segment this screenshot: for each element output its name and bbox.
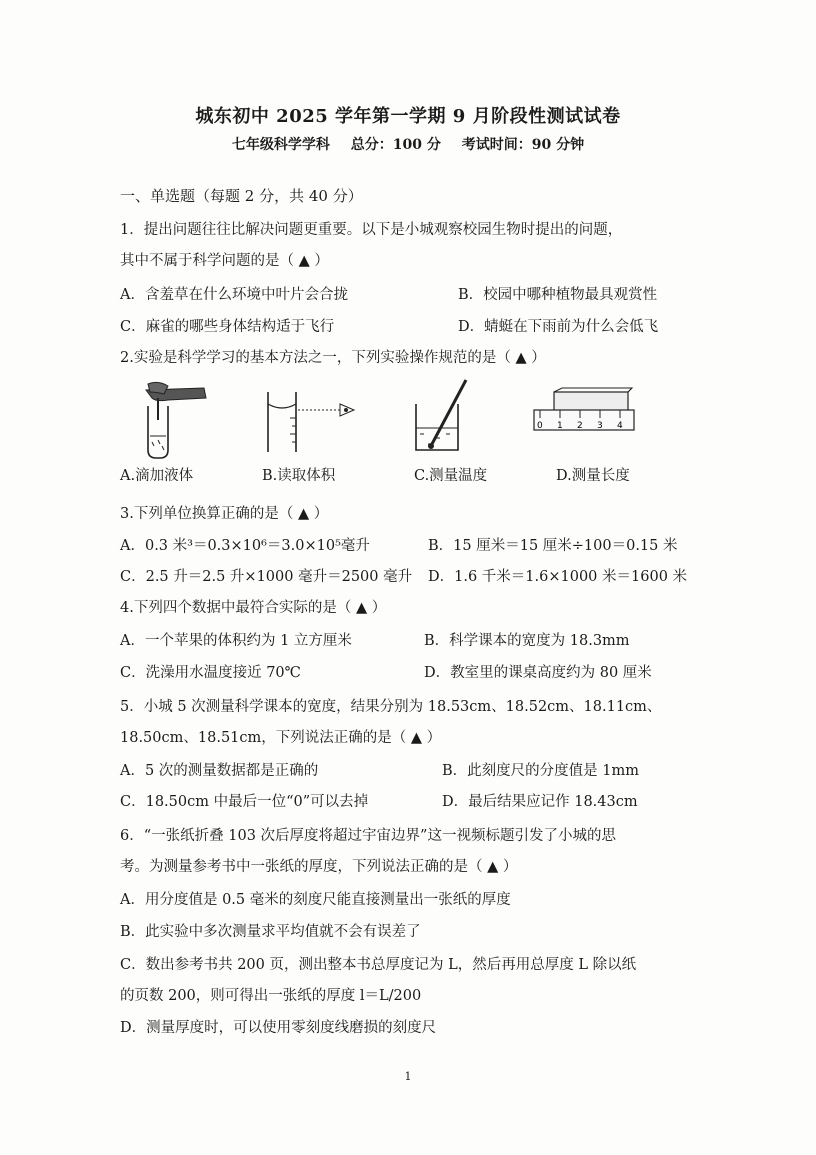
q1-option-d: D．蜻蜓在下雨前为什么会低飞 — [458, 319, 659, 335]
ruler-tick-0: 0 — [537, 421, 543, 431]
q3-option-d: D．1.6 千米＝1.6×1000 米＝1600 米 — [428, 569, 688, 585]
q5-option-b: B．此刻度尺的分度值是 1mm — [442, 763, 639, 779]
page-number: 1 — [404, 1070, 412, 1083]
q2-option-c: C.测量温度 — [414, 468, 488, 484]
exam-subtitle — [0, 134, 816, 154]
thermometer-beaker-figure — [410, 376, 476, 454]
ruler-tick-2: 2 — [577, 421, 583, 431]
ruler-tick-4: 4 — [617, 421, 623, 431]
ruler-tick-3: 3 — [597, 421, 603, 431]
q5-option-a: A．5 次的测量数据都是正确的 — [120, 763, 319, 779]
q5-option-d: D．最后结果应记作 18.43cm — [442, 794, 638, 810]
q4-option-b: B．科学课本的宽度为 18.3mm — [424, 633, 630, 649]
grade-subject: 七年级科学学科 — [231, 137, 330, 153]
q1-stem-line1: 1．提出问题往往比解决问题更重要。以下是小城观察校园生物时提出的问题， — [120, 222, 623, 238]
q2-option-a: A.滴加液体 — [120, 468, 194, 484]
q1-option-a: A．含羞草在什么环境中叶片会合拢 — [120, 287, 348, 303]
q2-option-b: B.读取体积 — [262, 468, 336, 484]
q6-option-c-line2: 的页数 200，则可得出一张纸的厚度 l＝L/200 — [120, 988, 422, 1004]
q1-stem-line2: 其中不属于科学问题的是（ ▲ ） — [120, 253, 329, 269]
q6-option-d: D．测量厚度时，可以使用零刻度线磨损的刻度尺 — [120, 1020, 437, 1036]
q2-stem: 2.实验是科学学习的基本方法之一，下列实验操作规范的是（ ▲ ） — [120, 350, 546, 366]
ruler-block-figure — [532, 386, 636, 436]
q1-option-c: C．麻雀的哪些身体结构适于飞行 — [120, 319, 335, 335]
q6-stem-line1: 6．“一张纸折叠 103 次后厚度将超过宇宙边界”这一视频标题引发了小城的思 — [120, 828, 616, 844]
section-heading: 一、单选题（每题 2 分，共 40 分） — [120, 187, 363, 205]
q4-option-d: D．教室里的课桌高度约为 80 厘米 — [424, 665, 652, 681]
total-score: 总分：100 分 — [350, 137, 441, 153]
q3-stem: 3.下列单位换算正确的是（ ▲ ） — [120, 506, 329, 522]
exam-title: 城东初中 2025 学年第一学期 9 月阶段性测试试卷 — [195, 106, 621, 127]
q3-option-b: B．15 厘米＝15 厘米÷100＝0.15 米 — [428, 538, 678, 554]
q1-option-b: B．校园中哪种植物最具观赏性 — [458, 287, 658, 303]
q6-stem-line2: 考。为测量参考书中一张纸的厚度，下列说法正确的是（ ▲ ） — [120, 859, 518, 875]
q3-option-c: C．2.5 升＝2.5 升×1000 毫升＝2500 毫升 — [120, 569, 413, 585]
graduated-cylinder-figure — [262, 388, 358, 454]
q6-option-b: B．此实验中多次测量求平均值就不会有误差了 — [120, 924, 421, 940]
q4-option-a: A．一个苹果的体积约为 1 立方厘米 — [120, 633, 352, 649]
q6-option-a: A．用分度值是 0.5 毫米的刻度尺能直接测量出一张纸的厚度 — [120, 892, 511, 908]
q5-option-c: C．18.50cm 中最后一位“0”可以去掉 — [120, 794, 369, 810]
q4-option-c: C．洗澡用水温度接近 70℃ — [120, 665, 301, 681]
q3-option-a: A．0.3 米³＝0.3×10⁶＝3.0×10⁵毫升 — [120, 538, 370, 554]
q4-stem: 4.下列四个数据中最符合实际的是（ ▲ ） — [120, 600, 387, 616]
dropper-test-tube-figure — [138, 376, 210, 460]
q2-option-d: D.测量长度 — [556, 468, 630, 484]
q5-stem-line2: 18.50cm、18.51cm，下列说法正确的是（ ▲ ） — [120, 730, 442, 746]
q6-option-c-line1: C．数出参考书共 200 页，测出整本书总厚度记为 L，然后再用总厚度 L 除以纸 — [120, 957, 637, 973]
q5-stem-line1: 5．小城 5 次测量科学课本的宽度，结果分别为 18.53cm、18.52cm、18.11cm、 — [120, 699, 662, 715]
ruler-tick-1: 1 — [557, 421, 563, 431]
exam-time: 考试时间：90 分钟 — [461, 137, 585, 153]
